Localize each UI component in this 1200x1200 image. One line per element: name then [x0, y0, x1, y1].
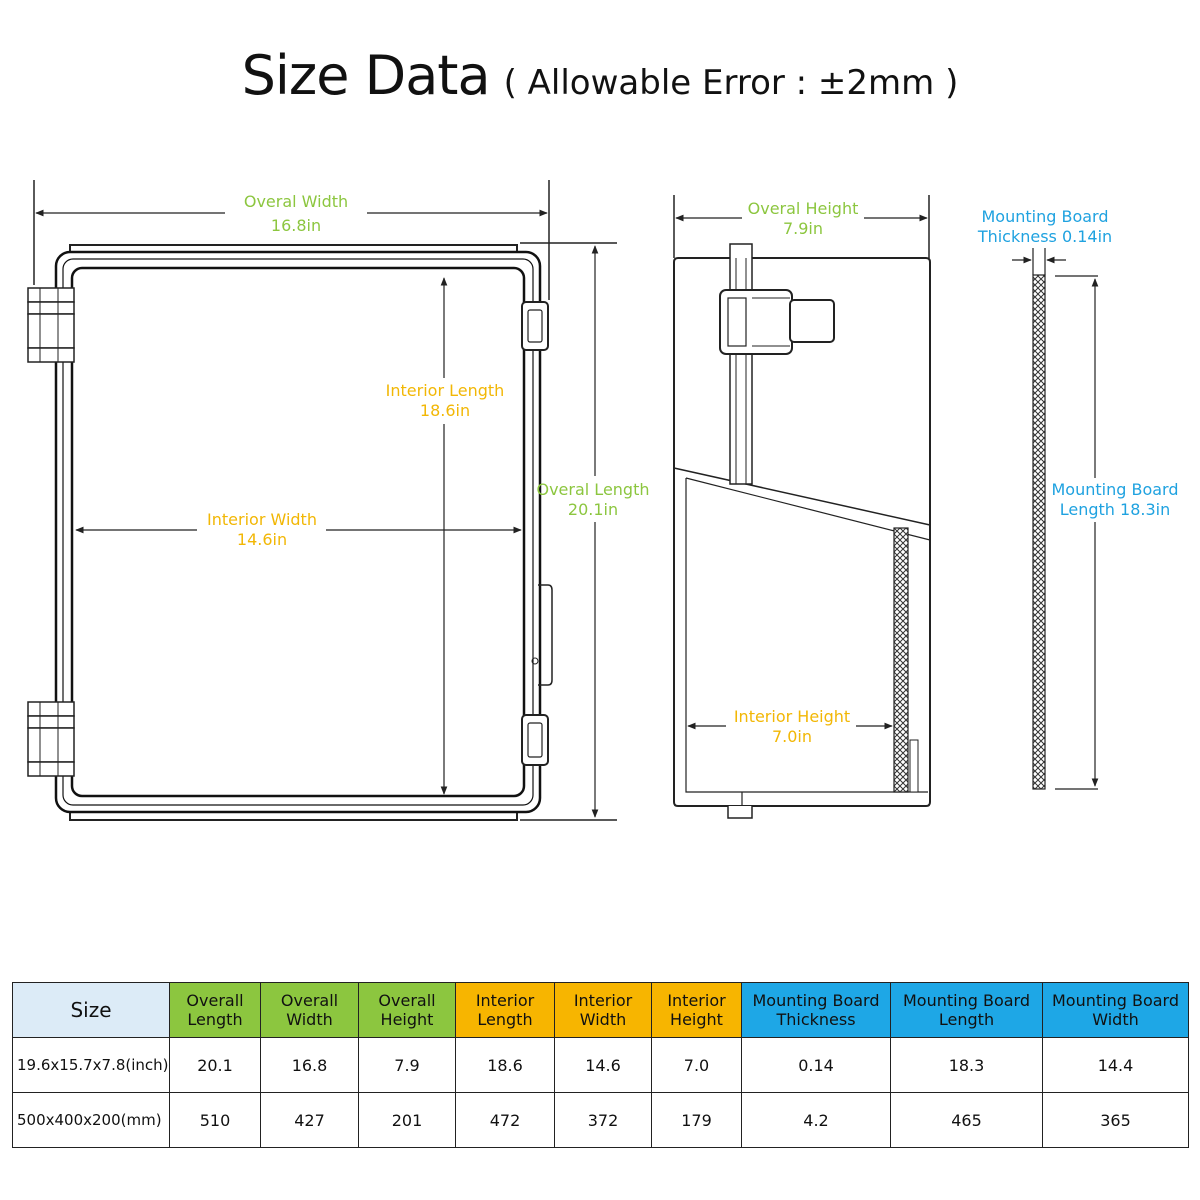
- table-header-row: [13, 983, 1189, 1038]
- table-cell: 472: [456, 1093, 555, 1148]
- table-header-line: Height: [380, 1010, 434, 1029]
- latch-bottom: [522, 715, 548, 765]
- overal-height-label: Overal Height: [747, 199, 859, 218]
- table-row: [13, 1093, 1189, 1148]
- table-cell: 510: [170, 1093, 261, 1148]
- table-header-line: Width: [579, 1010, 627, 1029]
- table-cell: 365: [1043, 1093, 1189, 1148]
- table-header-line: Overall: [280, 991, 339, 1010]
- table-header-7: [742, 983, 891, 1038]
- table-row: [13, 1038, 1189, 1093]
- interior-length-label: Interior Length: [385, 381, 505, 400]
- front-view: [28, 180, 650, 820]
- table-header-9: [1043, 983, 1189, 1038]
- overal-width-label: Overal Width: [243, 192, 349, 211]
- table-header-line: Overall: [186, 991, 244, 1010]
- table-header-line: Height: [670, 1010, 723, 1029]
- title-subtitle: ( Allowable Error : ±2mm ): [503, 63, 959, 103]
- table-header-line: Size: [70, 997, 112, 1022]
- board-length-value: Length 18.3in: [1059, 500, 1171, 519]
- table-header-1: [170, 983, 261, 1038]
- hinge-bottom: [28, 702, 74, 776]
- table-header-2: [261, 983, 359, 1038]
- table-cell: 179: [652, 1093, 742, 1148]
- table-cell: 20.1: [170, 1038, 261, 1093]
- table-header-line: Width: [1092, 1010, 1139, 1029]
- table-header-0: [13, 983, 170, 1038]
- table-cell: 7.9: [359, 1038, 456, 1093]
- table-header-line: Width: [286, 1010, 333, 1029]
- size-table: [12, 982, 1189, 1148]
- board-thickness-label: Mounting Board: [981, 207, 1109, 226]
- interior-height-value: 7.0in: [771, 727, 813, 746]
- table-cell: 500x400x200(mm): [13, 1093, 170, 1148]
- title-main: Size Data: [241, 44, 490, 107]
- mounting-board-view: [977, 207, 1179, 789]
- table-cell: 14.6: [555, 1038, 652, 1093]
- interior-width-value: 14.6in: [236, 530, 288, 549]
- table-header-line: Mounting Board: [1052, 991, 1179, 1010]
- table-cell: 0.14: [742, 1038, 891, 1093]
- table-cell: 4.2: [742, 1093, 891, 1148]
- latch-top: [522, 302, 548, 350]
- table-cell: 465: [891, 1093, 1043, 1148]
- table-header-line: Interior: [573, 991, 633, 1010]
- side-view: [674, 195, 930, 818]
- table-header-6: [652, 983, 742, 1038]
- table-header-line: Length: [938, 1010, 995, 1029]
- table-header-line: Length: [477, 1010, 533, 1029]
- table-header-line: Interior: [667, 991, 726, 1010]
- table-cell: 16.8: [261, 1038, 359, 1093]
- overal-length-value: 20.1in: [567, 500, 619, 519]
- table-header-line: Mounting Board: [903, 991, 1030, 1010]
- table-cell: 427: [261, 1093, 359, 1148]
- table-header-line: Mounting Board: [752, 991, 880, 1010]
- table-cell: 18.3: [891, 1038, 1043, 1093]
- interior-height-label: Interior Height: [733, 707, 851, 726]
- board-thickness-value: Thickness 0.14in: [977, 227, 1113, 246]
- overal-height-value: 7.9in: [782, 219, 824, 238]
- table-cell: 7.0: [652, 1038, 742, 1093]
- table-cell: 18.6: [456, 1038, 555, 1093]
- table-header-line: Overall: [378, 991, 436, 1010]
- table-header-8: [891, 983, 1043, 1038]
- interior-length-value: 18.6in: [419, 401, 471, 420]
- table-header-line: Thickness: [776, 1010, 856, 1029]
- table-header-line: Length: [187, 1010, 243, 1029]
- table-header-4: [456, 983, 555, 1038]
- table-cell: 14.4: [1043, 1038, 1189, 1093]
- overal-width-value: 16.8in: [270, 216, 322, 235]
- overal-length-label: Overal Length: [536, 480, 650, 499]
- board-length-label: Mounting Board: [1051, 480, 1179, 499]
- hinge-top: [28, 288, 74, 362]
- table-header-5: [555, 983, 652, 1038]
- table-header-3: [359, 983, 456, 1038]
- table-cell: 201: [359, 1093, 456, 1148]
- table-cell: 372: [555, 1093, 652, 1148]
- table-cell: 19.6x15.7x7.8(inch): [13, 1038, 170, 1093]
- interior-width-label: Interior Width: [207, 510, 317, 529]
- table-header-line: Interior: [475, 991, 535, 1010]
